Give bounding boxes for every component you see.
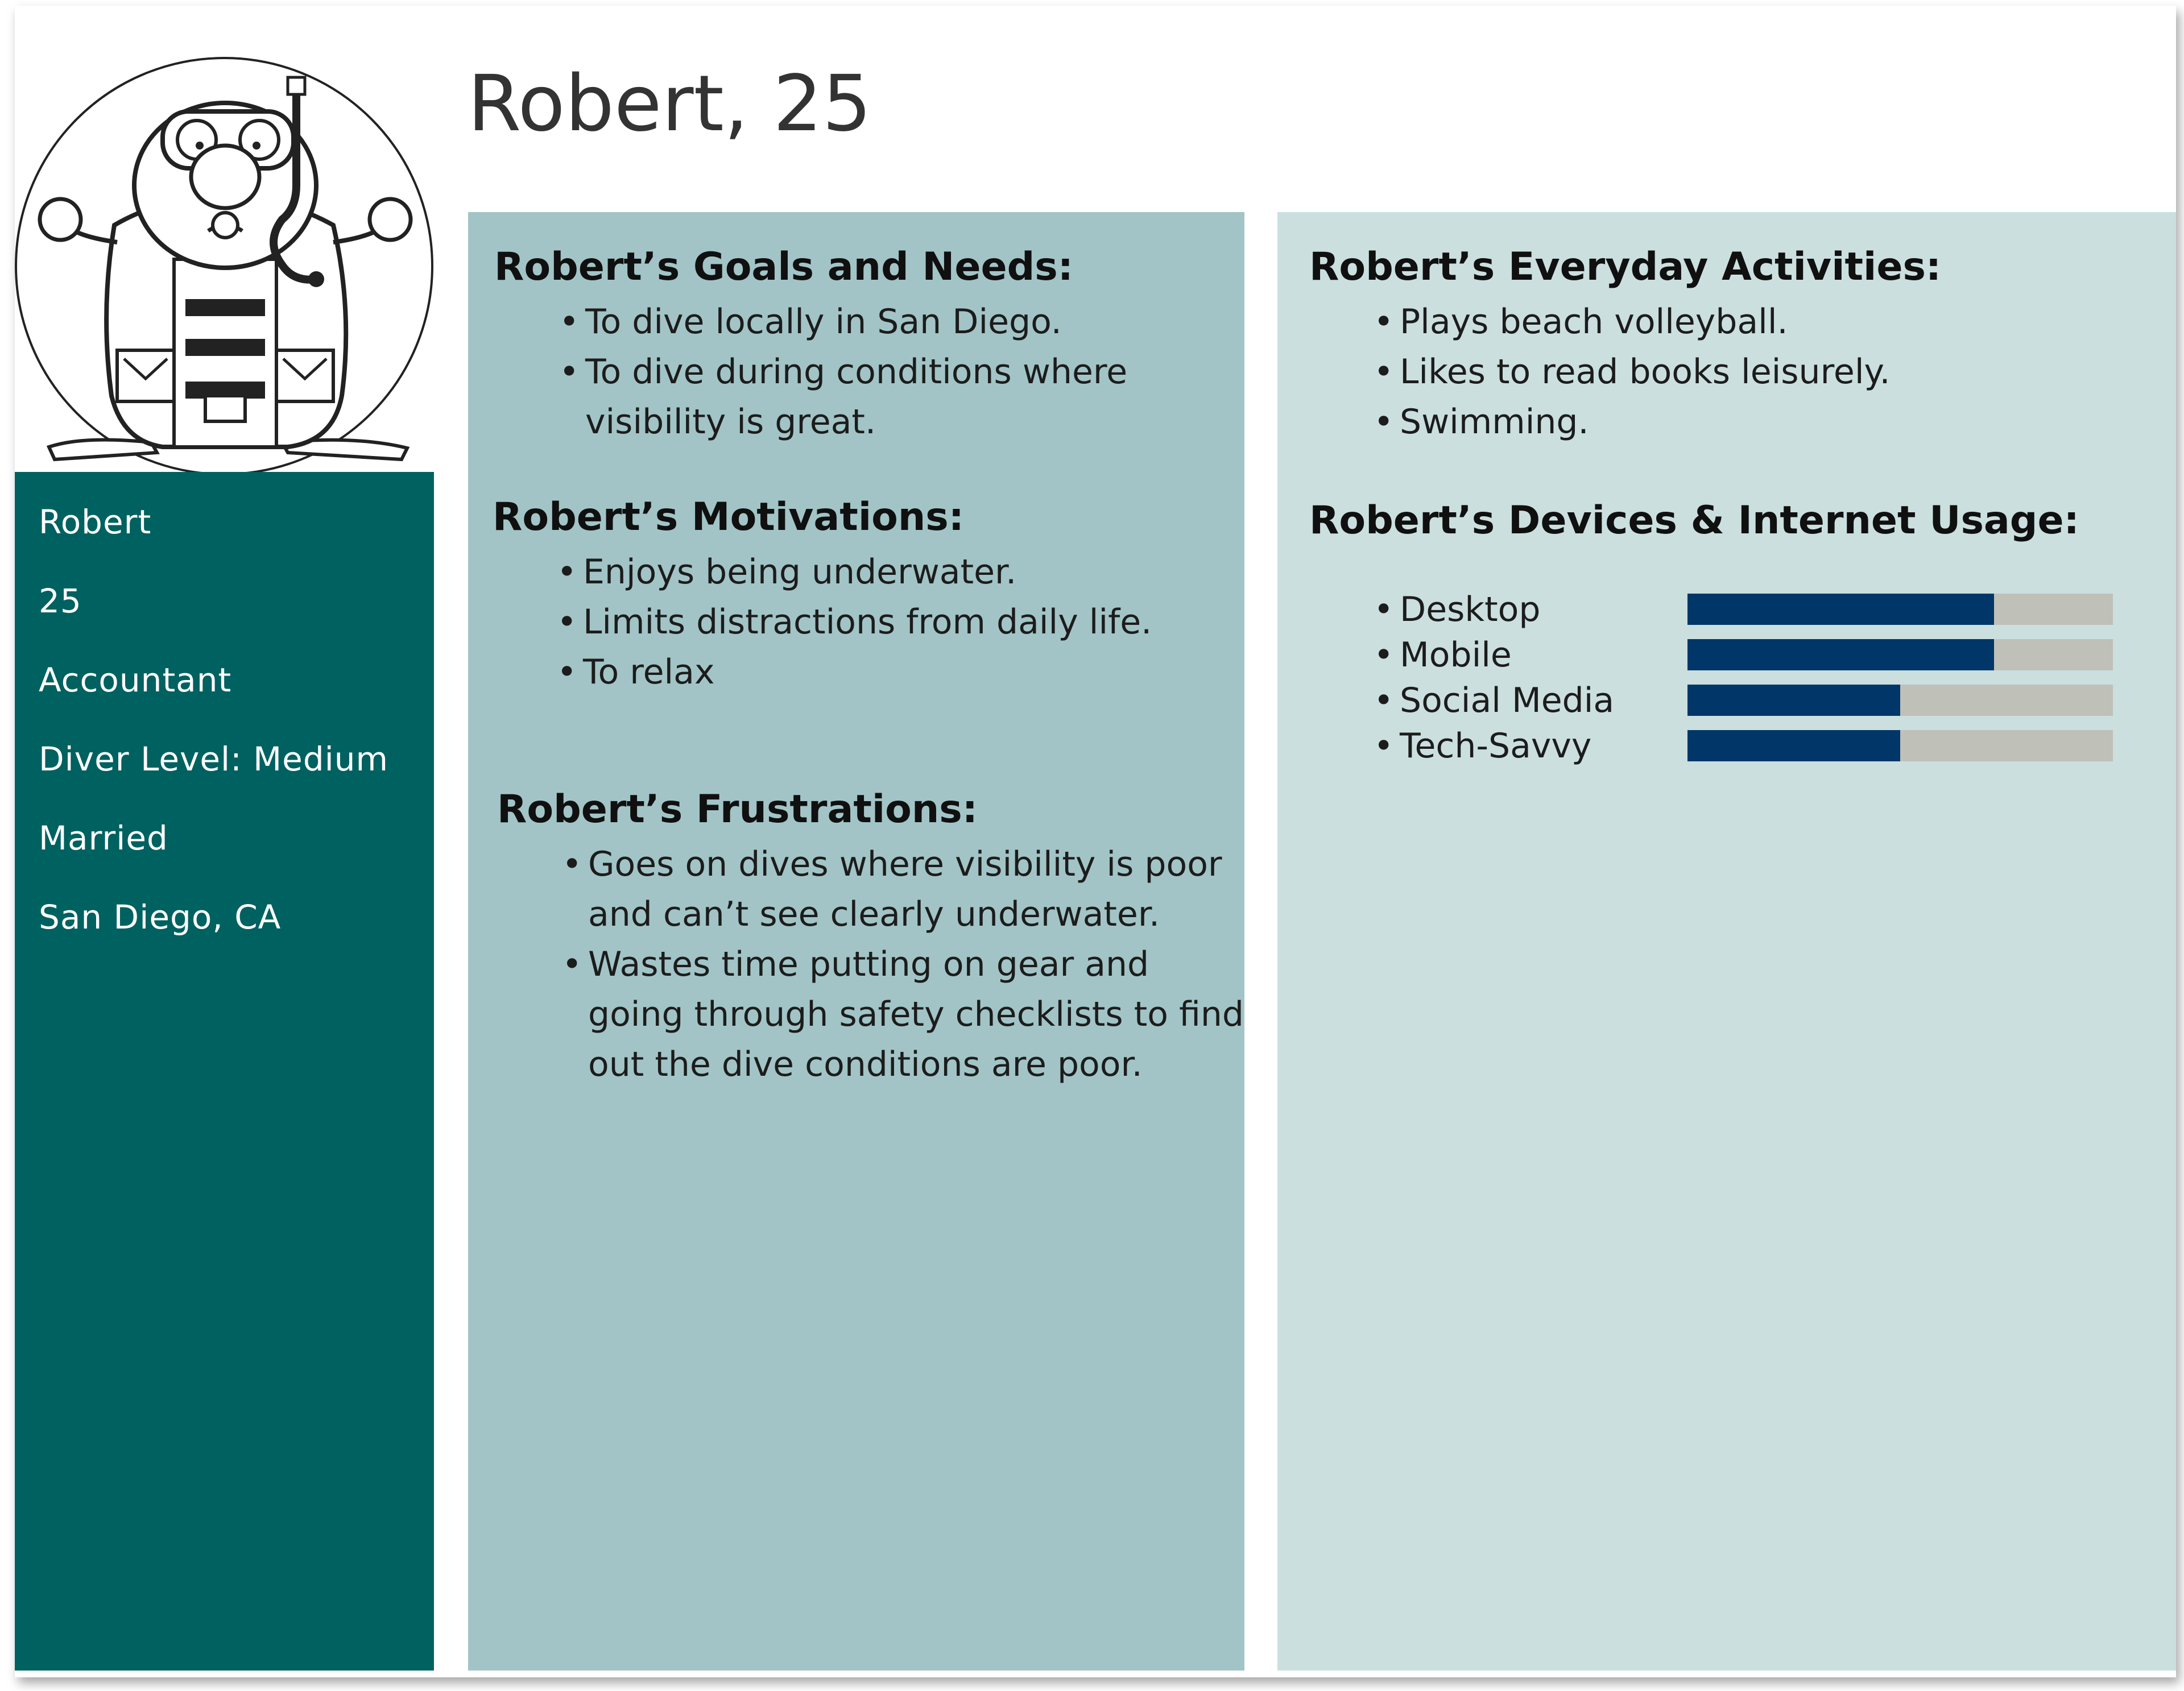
list-item-line: Wastes time putting on gear and — [588, 944, 1149, 984]
bullet-icon: • — [562, 844, 582, 884]
list-item-line: and can’t see clearly underwater. — [588, 894, 1160, 934]
bullet-icon: • — [557, 552, 577, 592]
list-item-line: Goes on dives where visibility is poor — [588, 844, 1222, 884]
list-item-line: Limits distractions from daily life. — [583, 602, 1152, 642]
device-item — [1374, 675, 1615, 726]
list-item-line: going through safety checklists to find — [588, 994, 1244, 1034]
bullet-icon: • — [1374, 590, 1394, 629]
bullet-icon: • — [1374, 352, 1394, 392]
list-item-line: Swimming. — [1400, 402, 1589, 442]
bullet-icon: • — [1374, 726, 1394, 766]
list-item-line: visibility is great. — [585, 402, 876, 442]
device-label: Social Media — [1400, 681, 1615, 720]
device-usage-bar — [1687, 685, 2113, 716]
device-usage-bar — [1687, 730, 2113, 761]
profile-marital-status: Married — [39, 819, 168, 857]
list-item-line: out the dive conditions are poor. — [588, 1045, 1143, 1084]
device-usage-fill — [1687, 685, 1900, 716]
list-item-line: To dive during conditions where — [585, 352, 1128, 392]
device-usage-fill — [1687, 730, 1900, 761]
bullet-icon: • — [557, 652, 577, 692]
list-item-line: To dive locally in San Diego. — [585, 302, 1062, 342]
list-item — [559, 347, 1128, 447]
list-item — [562, 939, 1244, 1089]
profile-occupation: Accountant — [39, 661, 232, 699]
bullet-icon: • — [559, 302, 580, 342]
device-label: Tech-Savvy — [1400, 726, 1592, 766]
bullet-icon: • — [1374, 402, 1394, 442]
device-usage-bar — [1687, 639, 2113, 670]
bullet-icon: • — [562, 944, 582, 984]
page-title: Robert, 25 — [468, 59, 872, 149]
profile-location: San Diego, CA — [39, 898, 282, 936]
persona-sheet — [15, 6, 2176, 1677]
bullet-icon: • — [557, 602, 577, 642]
list-item-line: Enjoys being underwater. — [583, 552, 1017, 592]
device-label: Mobile — [1400, 635, 1512, 675]
bullet-icon: • — [559, 352, 580, 392]
device-label: Desktop — [1400, 590, 1541, 629]
device-usage-fill — [1687, 639, 1994, 670]
list-item — [1374, 347, 1891, 397]
list-item — [557, 547, 1017, 597]
list-item-line: To relax — [583, 652, 715, 692]
list-item — [557, 597, 1152, 647]
profile-age: 25 — [39, 582, 82, 620]
device-item — [1374, 630, 1512, 680]
list-item — [562, 839, 1222, 939]
frustrations-heading: Robert’s Frustrations: — [497, 787, 978, 832]
avatar — [15, 55, 436, 478]
goals-heading: Robert’s Goals and Needs: — [494, 244, 1073, 289]
list-item-line: Plays beach volleyball. — [1400, 302, 1788, 342]
profile-diver-level: Diver Level: Medium — [39, 740, 389, 778]
bullet-icon: • — [1374, 302, 1394, 342]
list-item — [1374, 397, 1589, 447]
list-item-line: Likes to read books leisurely. — [1400, 352, 1891, 392]
list-item — [559, 297, 1062, 347]
profile-name: Robert — [39, 503, 152, 541]
device-usage-fill — [1687, 594, 1994, 625]
device-item — [1374, 721, 1592, 771]
devices-heading: Robert’s Devices & Internet Usage: — [1309, 498, 2079, 543]
profile-sidebar — [15, 472, 434, 1671]
device-usage-bar — [1687, 594, 2113, 625]
list-item — [1374, 297, 1788, 347]
scuba-diver-cartoon-icon — [15, 55, 436, 478]
bullet-icon: • — [1374, 681, 1394, 720]
bullet-icon: • — [1374, 635, 1394, 675]
list-item — [557, 647, 715, 697]
device-item — [1374, 585, 1541, 635]
motivations-heading: Robert’s Motivations: — [493, 495, 964, 540]
activities-heading: Robert’s Everyday Activities: — [1309, 244, 1942, 289]
